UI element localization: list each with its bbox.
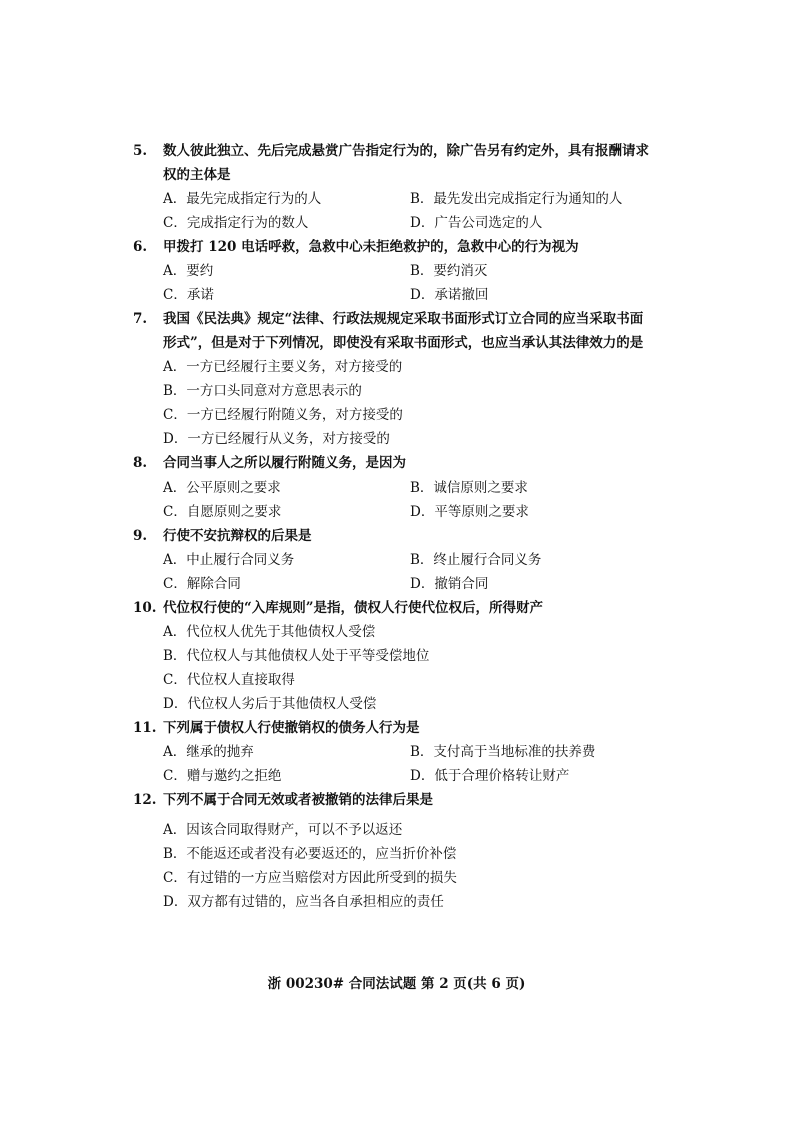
question-7 (133, 307, 673, 355)
option-b: B．支付高于当地标准的扶养费 (410, 744, 596, 760)
option-b: B．终止履行合同义务 (410, 552, 542, 568)
option-d: D．代位权人劣后于其他债权人受偿 (163, 696, 377, 712)
question-6 (133, 235, 673, 259)
question-number: 11. (133, 720, 157, 736)
page-footer: 浙 00230# 合同法试题 第 2 页(共 6 页) (267, 976, 526, 992)
question-number: 9. (133, 528, 148, 544)
option-a: A．继承的抛弃 (163, 744, 254, 760)
option-a: A．公平原则之要求 (163, 480, 281, 496)
option-a: A．要约 (163, 263, 214, 279)
option-d: D．撤销合同 (410, 576, 489, 592)
question-number: 6. (133, 239, 148, 255)
option-c: C．有过错的一方应当赔偿对方因此所受到的损失 (163, 870, 457, 886)
option-a: A．最先完成指定行为的人 (163, 191, 322, 207)
option-c: C．一方已经履行附随义务，对方接受的 (163, 407, 403, 423)
option-c: C．自愿原则之要求 (163, 504, 282, 520)
option-d: D．双方都有过错的，应当各自承担相应的责任 (163, 894, 444, 910)
question-stem: 行使不安抗辩权的后果是 (163, 528, 312, 544)
question-number: 12. (133, 792, 157, 808)
question-number: 10. (133, 600, 157, 616)
option-d: D．一方已经履行从义务，对方接受的 (163, 431, 390, 447)
option-c: C．承诺 (163, 287, 214, 303)
option-d: D．平等原则之要求 (410, 504, 529, 520)
option-a: A．因该合同取得财产，可以不予以返还 (163, 822, 403, 838)
option-b: B．最先发出完成指定行为通知的人 (410, 191, 623, 207)
option-d: D．承诺撤回 (410, 287, 489, 303)
question-number: 5. (133, 143, 148, 159)
option-b: B．一方口头同意对方意思表示的 (163, 383, 362, 399)
option-c: C．完成指定行为的数人 (163, 215, 309, 231)
option-b: B．诚信原则之要求 (410, 480, 528, 496)
question-11 (133, 716, 673, 740)
question-stem: 下列属于债权人行使撤销权的债务人行为是 (163, 720, 420, 736)
question-5 (133, 139, 673, 187)
option-a: A．代位权人优先于其他债权人受偿 (163, 624, 376, 640)
question-12 (133, 788, 673, 812)
question-10 (133, 596, 673, 620)
question-8 (133, 451, 673, 475)
option-b: B．不能返还或者没有必要返还的，应当折价补偿 (163, 846, 457, 862)
question-stem: 合同当事人之所以履行附随义务，是因为 (163, 455, 406, 471)
option-d: D．广告公司选定的人 (410, 215, 543, 231)
question-stem: 数人彼此独立、先后完成悬赏广告指定行为的，除广告另有约定外，具有报酬请求 (163, 143, 649, 159)
option-d: D．低于合理价格转让财产 (410, 768, 570, 784)
question-stem-continued: 形式”，但是对于下列情况，即使没有采取书面形式，也应当承认其法律效力的是 (163, 335, 644, 351)
question-number: 8. (133, 455, 148, 471)
option-b: B．要约消灭 (410, 263, 488, 279)
question-stem: 我国《民法典》规定“法律、行政法规规定采取书面形式订立合同的应当采取书面 (163, 311, 644, 327)
option-b: B．代位权人与其他债权人处于平等受偿地位 (163, 648, 430, 664)
option-c: C．赠与邀约之拒绝 (163, 768, 282, 784)
question-stem-continued: 权的主体是 (163, 167, 231, 183)
question-9 (133, 524, 673, 548)
option-a: A．一方已经履行主要义务，对方接受的 (163, 359, 403, 375)
question-stem: 甲拨打 120 电话呼救，急救中心未拒绝救护的，急救中心的行为视为 (163, 239, 579, 255)
question-stem: 代位权行使的“入库规则”是指，债权人行使代位权后，所得财产 (163, 600, 544, 616)
option-c: C．解除合同 (163, 576, 241, 592)
question-stem: 下列不属于合同无效或者被撤销的法律后果是 (163, 792, 433, 808)
option-a: A．中止履行合同义务 (163, 552, 295, 568)
question-number: 7. (133, 311, 148, 327)
option-c: C．代位权人直接取得 (163, 672, 295, 688)
